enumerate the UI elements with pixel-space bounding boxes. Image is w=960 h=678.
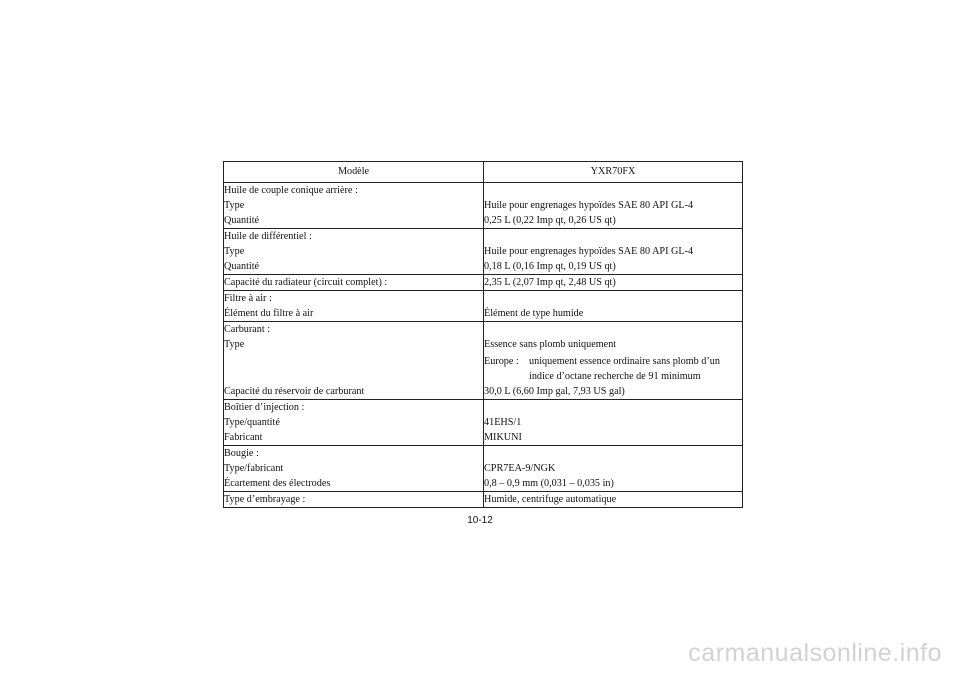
clutch-label: Type d’embrayage : — [224, 492, 484, 508]
table-row — [224, 213, 743, 229]
table-row — [224, 352, 743, 384]
diff-oil-qty-label: Quantité — [224, 259, 484, 275]
table-row — [224, 476, 743, 492]
throttle-body-maker-label: Fabricant — [224, 430, 484, 446]
rear-gear-oil-type-value: Huile pour engrenages hypoïdes SAE 80 API GL-4 — [484, 198, 743, 213]
header-model-value: YXR70FX — [484, 162, 743, 183]
spark-plug-gap-value: 0,8 – 0,9 mm (0,031 – 0,035 in) — [484, 476, 743, 492]
spark-plug-type-label: Type/fabricant — [224, 461, 484, 476]
air-filter-element-value: Élément de type humide — [484, 306, 743, 322]
throttle-body-title: Boîtier d’injection : — [224, 400, 484, 416]
diff-oil-type-value: Huile pour engrenages hypoïdes SAE 80 API GL-4 — [484, 244, 743, 259]
air-filter-title: Filtre à air : — [224, 291, 484, 307]
radiator-value: 2,35 L (2,07 Imp qt, 2,48 US qt) — [484, 275, 743, 291]
table-row — [224, 430, 743, 446]
page-number: 10-12 — [467, 515, 493, 526]
table-row — [224, 322, 743, 338]
fuel-tank-label: Capacité du réservoir de carburant — [224, 384, 484, 400]
spec-table — [223, 161, 743, 508]
table-row — [224, 183, 743, 199]
table-row — [224, 446, 743, 462]
table-row — [224, 275, 743, 291]
table-row — [224, 306, 743, 322]
fuel-europe-note — [484, 352, 743, 384]
table-row — [224, 259, 743, 275]
throttle-body-maker-value: MIKUNI — [484, 430, 743, 446]
rear-gear-oil-qty-value: 0,25 L (0,22 Imp qt, 0,26 US qt) — [484, 213, 743, 229]
watermark: carmanualsonline.info — [688, 639, 942, 667]
radiator-label: Capacité du radiateur (circuit complet) : — [224, 275, 484, 291]
rear-gear-oil-type-label: Type — [224, 198, 484, 213]
spark-plug-title: Bougie : — [224, 446, 484, 462]
table-row — [224, 229, 743, 245]
fuel-type-value: Essence sans plomb uniquement — [484, 337, 743, 352]
table-header-row — [224, 162, 743, 183]
throttle-body-type-value: 41EHS/1 — [484, 415, 743, 430]
rear-gear-oil-qty-label: Quantité — [224, 213, 484, 229]
table-row — [224, 291, 743, 307]
fuel-title: Carburant : — [224, 322, 484, 338]
spark-plug-gap-label: Écartement des électrodes — [224, 476, 484, 492]
fuel-tank-value: 30,0 L (6,60 Imp gal, 7,93 US gal) — [484, 384, 743, 400]
table-row — [224, 415, 743, 430]
diff-oil-title: Huile de différentiel : — [224, 229, 484, 245]
throttle-body-type-label: Type/quantité — [224, 415, 484, 430]
fuel-type-label: Type — [224, 337, 484, 352]
fuel-europe-key: Europe : — [484, 356, 519, 367]
rear-gear-oil-title: Huile de couple conique arrière : — [224, 183, 484, 199]
air-filter-element-label: Élément du filtre à air — [224, 306, 484, 322]
table-row — [224, 337, 743, 352]
table-row — [224, 461, 743, 476]
clutch-value: Humide, centrifuge automatique — [484, 492, 743, 508]
table-row — [224, 492, 743, 508]
diff-oil-qty-value: 0,18 L (0,16 Imp qt, 0,19 US qt) — [484, 259, 743, 275]
table-row — [224, 198, 743, 213]
header-model-label: Modèle — [224, 162, 484, 183]
spark-plug-type-value: CPR7EA-9/NGK — [484, 461, 743, 476]
fuel-europe-text: uniquement essence ordinaire sans plomb d’un indice d’octane recherche de 91 minimum — [529, 356, 720, 382]
table-row — [224, 400, 743, 416]
table-row — [224, 244, 743, 259]
diff-oil-type-label: Type — [224, 244, 484, 259]
table-row — [224, 384, 743, 400]
